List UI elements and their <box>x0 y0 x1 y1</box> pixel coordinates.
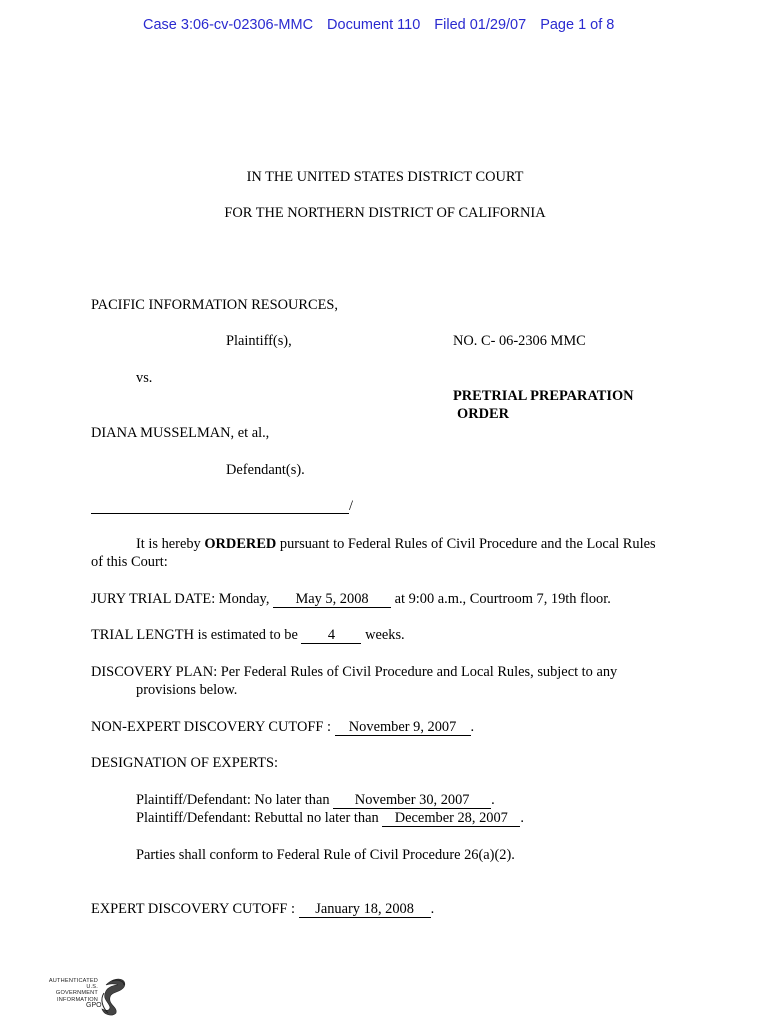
expert-cutoff-end: . <box>430 901 435 917</box>
filed-date-stamp: Filed 01/29/07 <box>434 17 527 33</box>
intro-ordered: ORDERED <box>204 536 277 552</box>
plaintiff-role: Plaintiff(s), <box>226 333 292 349</box>
court-heading-line-2: FOR THE NORTHERN DISTRICT OF CALIFORNIA <box>224 205 546 221</box>
designation-line-1 <box>136 791 495 809</box>
non-expert-cutoff-line <box>91 718 474 736</box>
intro-line-2: of this Court: <box>91 554 168 570</box>
non-expert-cutoff-end: . <box>470 719 475 735</box>
non-expert-cutoff-label: NON-EXPERT DISCOVERY CUTOFF : <box>91 719 335 735</box>
intro-post: pursuant to Federal Rules of Civil Procedure and the Local Rules <box>276 536 656 552</box>
expert-cutoff-date: January 18, 2008 <box>299 901 431 918</box>
caption-rule <box>91 513 349 514</box>
trial-length-value: 4 <box>301 627 361 644</box>
defendant-role: Defendant(s). <box>226 462 305 478</box>
gpo-authentication-logo <box>46 975 130 1017</box>
gpo-logo-mark: GPO <box>86 1002 102 1009</box>
eagle-icon <box>46 975 130 1017</box>
expert-cutoff-label: EXPERT DISCOVERY CUTOFF : <box>91 901 299 917</box>
non-expert-cutoff-date: November 9, 2007 <box>335 719 471 736</box>
designation-line-1-end: . <box>491 792 495 808</box>
case-number-stamp: Case 3:06-cv-02306-MMC <box>143 17 314 33</box>
defendant-name: DIANA MUSSELMAN, et al., <box>91 425 270 441</box>
jury-trial-label: JURY TRIAL DATE: Monday, <box>91 591 274 607</box>
trial-length-label: TRIAL LENGTH is estimated to be <box>91 627 302 643</box>
designation-heading: DESIGNATION OF EXPERTS: <box>91 755 279 771</box>
trial-length-line <box>91 626 405 644</box>
plaintiff-name: PACIFIC INFORMATION RESOURCES, <box>91 297 338 313</box>
designation-line-1-label: Plaintiff/Defendant: No later than <box>136 792 334 808</box>
order-title-line-1: PRETRIAL PREPARATION <box>453 388 634 404</box>
order-title-line-2: ORDER <box>457 406 509 422</box>
case-number: NO. C- 06-2306 MMC <box>453 333 586 349</box>
discovery-plan-line-2: provisions below. <box>136 682 238 698</box>
trial-length-rest: weeks. <box>361 627 405 643</box>
document-number-stamp: Document 110 <box>327 17 421 33</box>
page-number-stamp: Page 1 of 8 <box>540 17 615 33</box>
intro-pre: It is hereby <box>136 536 205 552</box>
discovery-plan-line-1: DISCOVERY PLAN: Per Federal Rules of Civil Procedure and Local Rules, subject to any <box>91 664 618 680</box>
jury-trial-line <box>91 590 611 608</box>
expert-cutoff-line <box>91 900 434 918</box>
designation-line-2-date: December 28, 2007 <box>382 810 520 827</box>
intro-line-1 <box>136 535 656 553</box>
designation-line-2-end: . <box>520 810 524 826</box>
designation-line-1-date: November 30, 2007 <box>333 792 491 809</box>
filing-stamp <box>143 17 614 33</box>
jury-trial-rest: at 9:00 a.m., Courtroom 7, 19th floor. <box>391 591 611 607</box>
versus-label: vs. <box>136 370 153 386</box>
designation-line-2 <box>136 809 524 827</box>
court-heading-line-1: IN THE UNITED STATES DISTRICT COURT <box>246 169 524 185</box>
jury-trial-date: May 5, 2008 <box>273 591 391 608</box>
designation-line-2-label: Plaintiff/Defendant: Rebuttal no later than <box>136 810 383 826</box>
gpo-logo-text: AUTHENTICATED U.S. GOVERNMENT INFORMATION <box>48 978 98 1003</box>
caption-slash: / <box>349 498 353 514</box>
designation-conform: Parties shall conform to Federal Rule of Civil Procedure 26(a)(2). <box>136 847 515 863</box>
